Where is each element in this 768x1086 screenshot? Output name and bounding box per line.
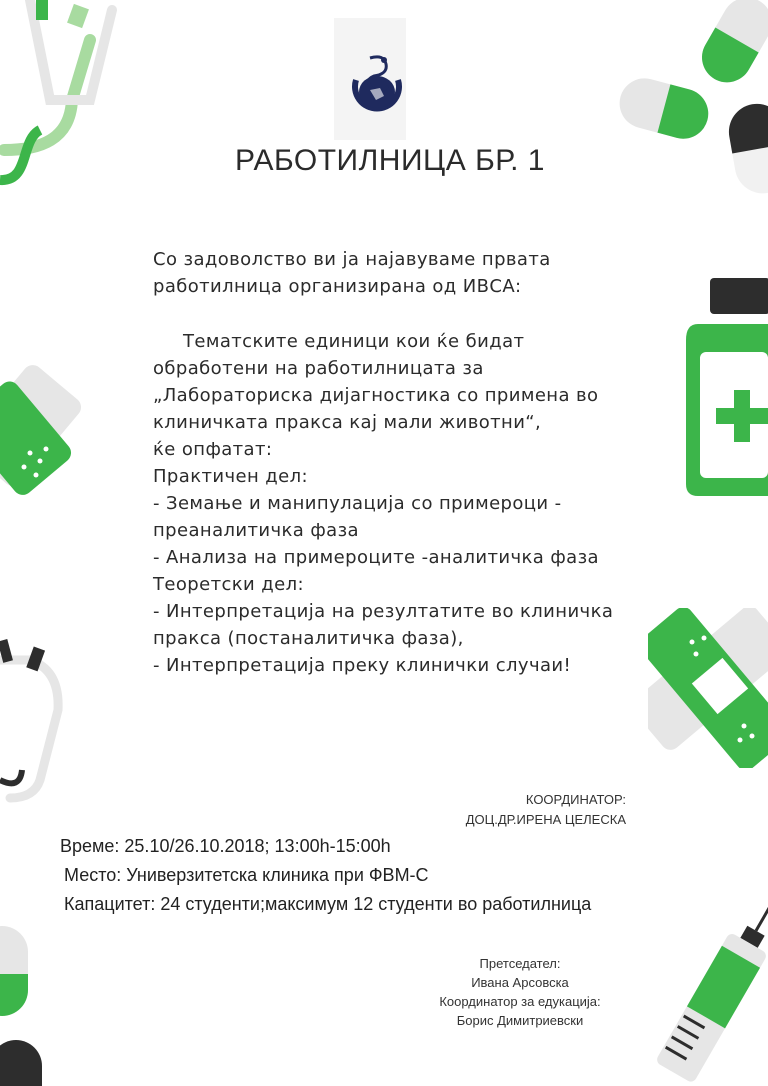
- intro-line: Со задоволство ви ја најавуваме првата: [153, 249, 551, 270]
- signature-line: Координатор за едукација:: [439, 994, 601, 1009]
- topic-line: Тематските единици кои ќе бидат: [183, 331, 525, 352]
- page-title: РАБОТИЛНИЦА БР. 1: [235, 144, 545, 177]
- topic-line: - Анализа на примероците -аналитичка фаза: [153, 547, 599, 568]
- topic-line: ќе опфатат:: [153, 439, 273, 460]
- bandage-icon: [648, 608, 768, 768]
- event-capacity: Капацитет: 24 студенти;максимум 12 студенти во работилница: [64, 894, 592, 914]
- event-time: Време: 25.10/26.10.2018; 13:00h-15:00h: [60, 836, 391, 856]
- topic-line: - Интерпретација на резултатите во клиничка: [153, 601, 614, 622]
- signatures-block: [400, 954, 640, 1030]
- topic-line: клиничката пракса кај мали животни“,: [153, 412, 542, 433]
- logo-emblem: [348, 50, 406, 116]
- coordinator-name: ДОЦ.ДР.ИРЕНА ЦЕЛЕСКА: [465, 812, 626, 827]
- topic-line: - Земање и манипулација со примероци -: [153, 493, 562, 514]
- coordinator-label: КООРДИНАТОР:: [525, 792, 626, 807]
- pill-capsule-icon: [0, 926, 50, 1086]
- topic-line: - Интерпретација преку клинички случаи!: [153, 655, 572, 676]
- medicine-bottle-icon: [684, 278, 768, 500]
- syringe-icon: [626, 880, 768, 1086]
- section-heading: Теоретски дел:: [153, 574, 304, 595]
- intro-line: работилница организирана од ИВСА:: [153, 276, 522, 297]
- topic-line: обработени на работилницата за: [153, 358, 484, 379]
- section-heading: Практичен дел:: [153, 466, 308, 487]
- event-info: [60, 832, 591, 919]
- bandage-icon: [0, 345, 90, 505]
- signature-line: Претседател:: [479, 956, 561, 971]
- stethoscope-icon: [0, 630, 80, 810]
- coordinator-block: [466, 790, 626, 830]
- topic-line: „Лабораториска дијагностика со примена во: [153, 385, 599, 406]
- event-place: Место: Универзитетска клиника при ФВМ-С: [64, 865, 429, 885]
- topic-line: пракса (постаналитичка фаза),: [153, 628, 464, 649]
- signature-line: Борис Димитриевски: [456, 1013, 584, 1028]
- announcement-text: [153, 246, 653, 679]
- signature-line: Ивана Арсовска: [471, 975, 569, 990]
- topic-line: преаналитичка фаза: [153, 520, 359, 541]
